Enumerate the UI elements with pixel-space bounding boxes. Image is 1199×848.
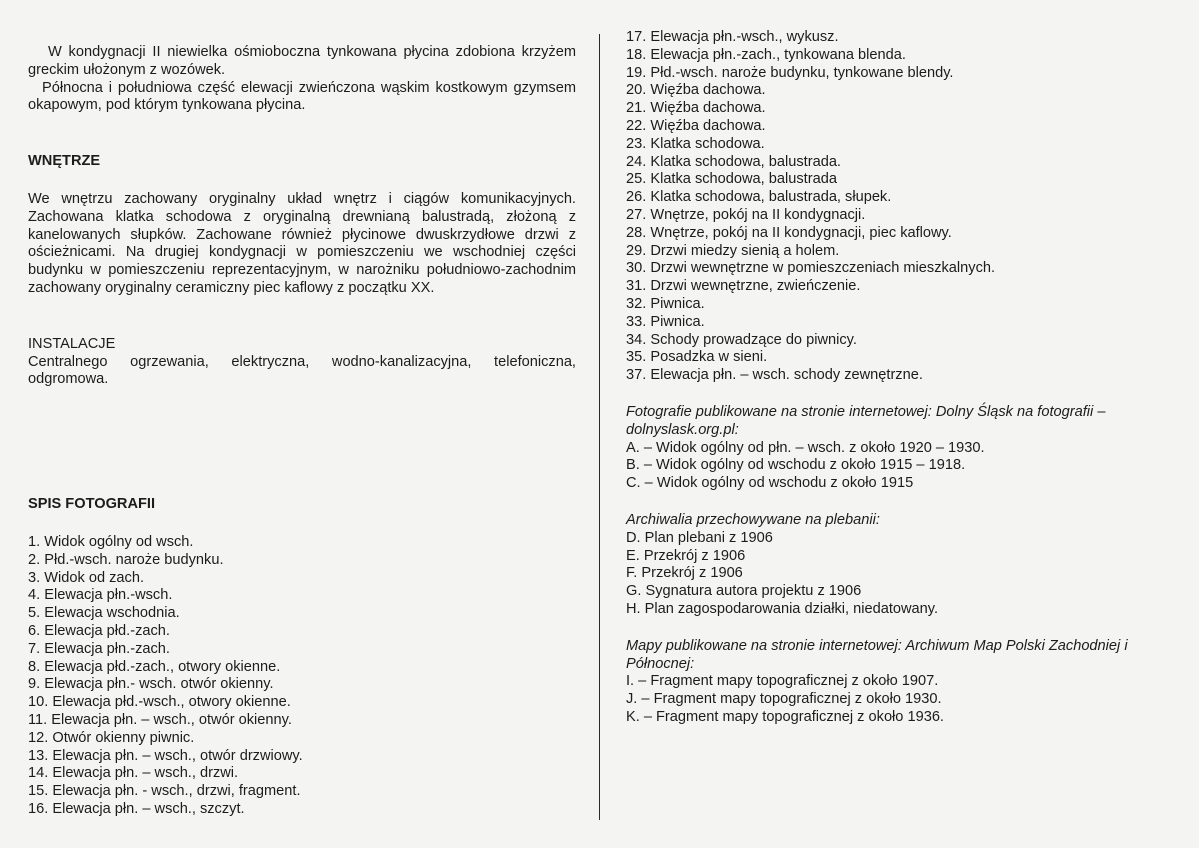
list-item: 30. Drzwi wewnętrzne w pomieszczeniach mieszkalnych. <box>626 260 996 277</box>
archive-list <box>626 530 1176 619</box>
installations-heading-text: INSTALACJE <box>28 335 116 352</box>
list-item: J. – Fragment mapy topograficznej z około 1930. <box>626 691 942 708</box>
list-item: 2. Płd.-wsch. naroże budynku. <box>28 551 224 568</box>
list-item: 6. Elewacja płd.-zach. <box>28 622 170 639</box>
maps-heading: Mapy publikowane na stronie internetowej: Archiwum Map Polski Zachodniej i Północnej: <box>626 637 1128 672</box>
list-item: 5. Elewacja wschodnia. <box>28 605 180 622</box>
list-item: 33. Piwnica. <box>626 313 705 330</box>
installations-heading <box>28 336 576 354</box>
list-item: 18. Elewacja płn.-zach., tynkowana blenda. <box>626 46 906 63</box>
photos-list <box>28 534 576 819</box>
list-item: 9. Elewacja płn.- wsch. otwór okienny. <box>28 676 274 693</box>
list-item: 11. Elewacja płn. – wsch., otwór okienny. <box>28 711 292 728</box>
list-item: K. – Fragment mapy topograficznej z około 1936. <box>626 708 944 725</box>
list-item: 20. Więźba dachowa. <box>626 82 766 99</box>
list-item: C. – Widok ogólny od wschodu z około 1915 <box>626 475 914 492</box>
web-photos-list <box>626 440 1176 493</box>
list-item: 10. Elewacja płd.-wsch., otwory okienne. <box>28 694 291 711</box>
list-item: 13. Elewacja płn. – wsch., otwór drzwiowy. <box>28 747 303 764</box>
list-item: 25. Klatka schodowa, balustrada <box>626 171 837 188</box>
installations-paragraph: Centralnego ogrzewania, elektryczna, wodno-kanalizacyjna, telefoniczna, odgromowa. <box>28 353 576 388</box>
list-item: 22. Więźba dachowa. <box>626 117 766 134</box>
list-item: 1. Widok ogólny od wsch. <box>28 533 194 550</box>
photos-list-continued <box>626 29 1176 385</box>
list-item: 34. Schody prowadzące do piwnicy. <box>626 331 857 348</box>
list-item: 12. Otwór okienny piwnic. <box>28 729 195 746</box>
list-item: 3. Widok od zach. <box>28 569 144 586</box>
list-item: 32. Piwnica. <box>626 295 705 312</box>
photos-heading: SPIS FOTOGRAFII <box>28 496 156 513</box>
list-item: D. Plan plebani z 1906 <box>626 529 773 546</box>
right-column <box>626 29 1176 727</box>
list-item: 17. Elewacja płn.-wsch., wykusz. <box>626 29 839 45</box>
list-item: 15. Elewacja płn. - wsch., drzwi, fragment. <box>28 783 301 800</box>
list-item: 24. Klatka schodowa, balustrada. <box>626 153 841 170</box>
list-item: 4. Elewacja płn.-wsch. <box>28 587 173 604</box>
intro-paragraph-2: Północna i południowa część elewacji zwieńczona wąskim kostkowym gzymsem okapowym, pod którym tynkowana płycina. <box>28 79 576 114</box>
maps-list <box>626 673 1176 726</box>
list-item: 19. Płd.-wsch. naroże budynku, tynkowane blendy. <box>626 64 954 81</box>
list-item: 31. Drzwi wewnętrzne, zwieńczenie. <box>626 278 861 295</box>
list-item: 26. Klatka schodowa, balustrada, słupek. <box>626 189 892 206</box>
list-item: I. – Fragment mapy topograficznej z około 1907. <box>626 673 939 690</box>
list-item: 35. Posadzka w sieni. <box>626 349 768 366</box>
interior-heading: WNĘTRZE <box>28 153 101 170</box>
list-item: 37. Elewacja płn. – wsch. schody zewnętrzne. <box>626 367 923 384</box>
web-photos-heading: Fotografie publikowane na stronie internetowej: Dolny Śląsk na fotografii – dolnyslask.org.pl: <box>626 403 1106 438</box>
column-divider <box>599 34 600 820</box>
interior-paragraph: We wnętrzu zachowany oryginalny układ wnętrz i ciągów komunikacyjnych. Zachowana klatka schodowa z oryginalną drewnianą balustradą, złożoną z kanelowanych słupków. Zachowane również płycinowe dwuskrzydłowe drzwi z ościeżnicami. Na drugiej kondygnacji w pomieszczeniu we wschodniej części budynku w pomieszczeniu reprezentacyjnym, w narożniku południowo-zachodnim zachowany oryginalny ceramiczny piec kaflowy z początku XX. <box>28 190 576 296</box>
left-column <box>28 44 576 819</box>
list-item: E. Przekrój z 1906 <box>626 547 746 564</box>
list-item: 7. Elewacja płn.-zach. <box>28 640 170 657</box>
list-item: 28. Wnętrze, pokój na II kondygnacji, piec kaflowy. <box>626 224 952 241</box>
intro-paragraph-1: W kondygnacji II niewielka ośmioboczna tynkowana płycina zdobiona krzyżem greckim ułożonym z wozówek. <box>28 44 576 78</box>
list-item: 23. Klatka schodowa. <box>626 135 765 152</box>
list-item: H. Plan zagospodarowania działki, niedatowany. <box>626 600 939 617</box>
list-item: 29. Drzwi miedzy sienią a holem. <box>626 242 840 259</box>
list-item: F. Przekrój z 1906 <box>626 565 743 582</box>
list-item: 8. Elewacja płd.-zach., otwory okienne. <box>28 658 281 675</box>
list-item: 14. Elewacja płn. – wsch., drzwi. <box>28 765 239 782</box>
list-item: B. – Widok ogólny od wschodu z około 1915 – 1918. <box>626 457 966 474</box>
archive-heading: Archiwalia przechowywane na plebanii: <box>626 511 880 528</box>
list-item: G. Sygnatura autora projektu z 1906 <box>626 583 862 600</box>
list-item: 21. Więźba dachowa. <box>626 100 766 117</box>
list-item: A. – Widok ogólny od płn. – wsch. z około 1920 – 1930. <box>626 439 985 456</box>
list-item: 16. Elewacja płn. – wsch., szczyt. <box>28 800 245 817</box>
list-item: 27. Wnętrze, pokój na II kondygnacji. <box>626 206 866 223</box>
